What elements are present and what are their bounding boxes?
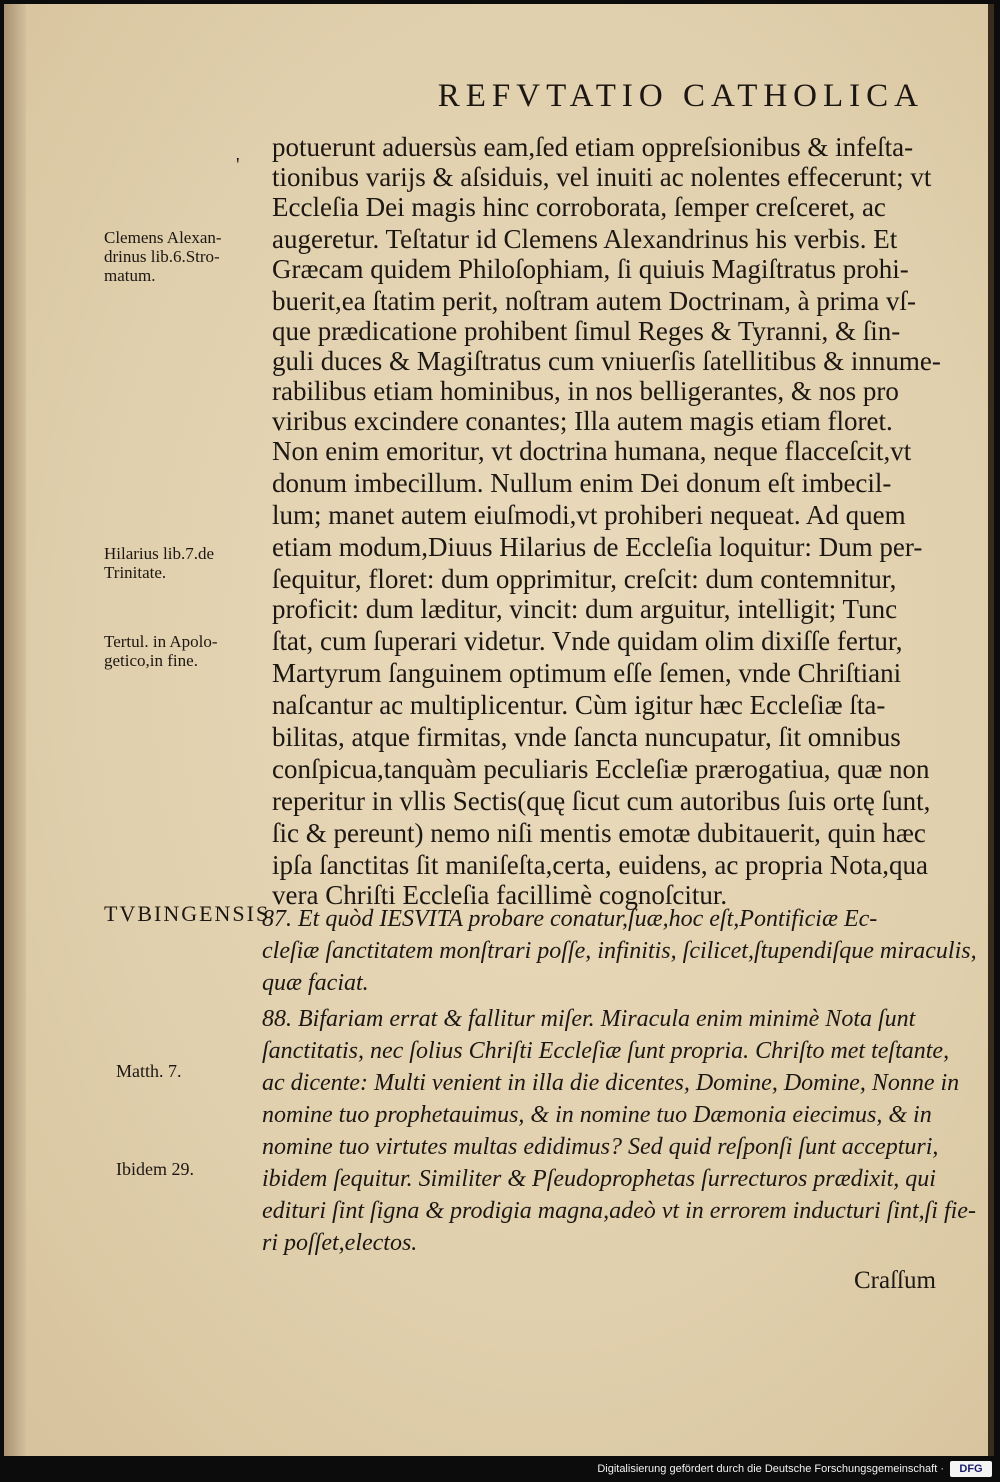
text-line: Martyrum ſanguinem optimum eſſe ſemen, vnde Chriſtiani xyxy=(272,658,902,688)
quote-87-line: 87. Et quòd IESVITA probare conatur,ſuæ,hoc eſt,Pontificiæ Ec- xyxy=(262,906,878,932)
text-line: bilitas, atque firmitas, vnde ſancta nuncupatur, ſit omnibus xyxy=(272,722,901,752)
margin-note-ibidem: Ibidem 29. xyxy=(116,1159,194,1179)
margin-note-hilarius: Hilarius lib.7.de Trinitate. xyxy=(104,544,215,582)
quote-87-line: cleſiæ ſanctitatem monſtrari poſſe, infinitis, ſcilicet,ſtupendiſque miraculis, xyxy=(262,938,977,964)
text-line: conſpicua,tanquàm peculiaris Eccleſiæ prærogatiua, quæ non xyxy=(272,754,930,784)
quote-88-line: nomine tuo virtutes multas edidimus? Sed quid reſponſi ſunt accepturi, xyxy=(262,1134,939,1160)
text-line: naſcantur ac multiplicentur. Cùm igitur hæc Eccleſiæ ſta- xyxy=(272,690,886,720)
quote-88-line: edituri ſint ſigna & prodigia magna,adeò vt in errorem inducturi ſint,ſi fie- xyxy=(262,1198,976,1224)
page-gutter-shadow xyxy=(4,4,26,1456)
text-line: ſic & pereunt) nemo niſi mentis emotæ dubitauerit, quin hæc xyxy=(272,818,926,848)
text-line: guli duces & Magiſtratus cum vniuerſis ſatellitibus & innume- xyxy=(272,346,941,376)
text-line: Græcam quidem Philoſophiam, ſi quiuis Magiſtratus prohi- xyxy=(272,254,909,284)
quote-88-line: ri poſſet,electos. xyxy=(262,1230,418,1256)
speaker-label: TVBINGENSIS xyxy=(104,901,271,926)
margin-note-clemens: Clemens Alexan- drinus lib.6.Stro- matum. xyxy=(104,228,222,285)
quote-88-line: ac dicente: Multi venient in illa die dicentes, Domine, Domine, Nonne in xyxy=(262,1070,960,1096)
text-line: lum; manet autem eiuſmodi,vt prohiberi nequeat. Ad quem xyxy=(272,500,906,530)
text-line: proficit: dum læditur, vincit: dum arguitur, intelligit; Tunc xyxy=(272,594,898,624)
text-line: viribus excindere conantes; Illa autem magis etiam floret. xyxy=(272,406,893,436)
catchword: Craſſum xyxy=(854,1267,936,1294)
printer-mark: ' xyxy=(236,154,240,176)
text-line: ipſa ſanctitas ſit maniſeſta,certa, euidens, ac propria Nota,qua xyxy=(272,850,928,880)
text-line: ſequitur, floret: dum opprimitur, creſcit: dum contemnitur, xyxy=(272,564,897,594)
text-line: augeretur. Teſtatur id Clemens Alexandrinus his verbis. Et xyxy=(272,224,898,254)
quote-88-line: 88. Bifariam errat & fallitur miſer. Miracula enim minimè Nota ſunt xyxy=(262,1006,916,1032)
margin-note-tertullian: Tertul. in Apolo- getico,in fine. xyxy=(104,632,218,670)
quote-88-line: ſanctitatis, nec ſolius Chriſti Eccleſiæ ſunt propria. Chriſto met teſtante, xyxy=(262,1038,950,1064)
text-line: vera Chriſti Eccleſia facillimè cognoſcitur. xyxy=(272,880,728,910)
text-line: rabilibus etiam hominibus, in nos belligerantes, & nos pro xyxy=(272,376,899,406)
quote-88-line: nomine tuo prophetauimus, & in nomine tuo Dæmonia eiecimus, & in xyxy=(262,1102,932,1128)
quote-88-line: ibidem ſequitur. Similiter & Pſeudoprophetas ſurrecturos prædixit, qui xyxy=(262,1166,936,1192)
text-line: ſtat, cum ſuperari videtur. Vnde quidam olim dixiſſe fertur, xyxy=(272,626,903,656)
digitization-credit: Digitalisierung gefördert durch die Deutsche Forschungsgemeinschaft · xyxy=(597,1463,944,1475)
text-line: que prædicatione prohibent ſimul Reges & Tyranni, & ſin- xyxy=(272,316,901,346)
text-line: buerit,ea ſtatim perit, noſtram autem Doctrinam, à prima vſ- xyxy=(272,286,917,316)
margin-note-matthew: Matth. 7. xyxy=(116,1061,182,1081)
text-line: etiam modum,Diuus Hilarius de Eccleſia loquitur: Dum per- xyxy=(272,532,923,562)
text-line: donum imbecillum. Nullum enim Dei donum eſt imbecil- xyxy=(272,468,892,498)
text-line: potuerunt aduersùs eam,ſed etiam oppreſsionibus & infeſta- xyxy=(272,132,914,162)
text-line: reperitur in vllis Sectis(quę ſicut cum autoribus ſuis ortę ſunt, xyxy=(272,786,931,816)
dfg-logo: DFG xyxy=(950,1461,992,1477)
quote-87-line: quæ faciat. xyxy=(262,970,369,996)
running-head: REFVTATIO CATHOLICA xyxy=(437,78,924,114)
text-line: tionibus varijs & aſsiduis, vel inuiti ac nolentes effecerunt; vt xyxy=(272,162,932,192)
book-page xyxy=(4,4,994,1456)
text-line: Eccleſia Dei magis hinc corroborata, ſemper creſceret, ac xyxy=(272,192,886,222)
text-line: Non enim emoritur, vt doctrina humana, neque flacceſcit,vt xyxy=(272,436,912,466)
